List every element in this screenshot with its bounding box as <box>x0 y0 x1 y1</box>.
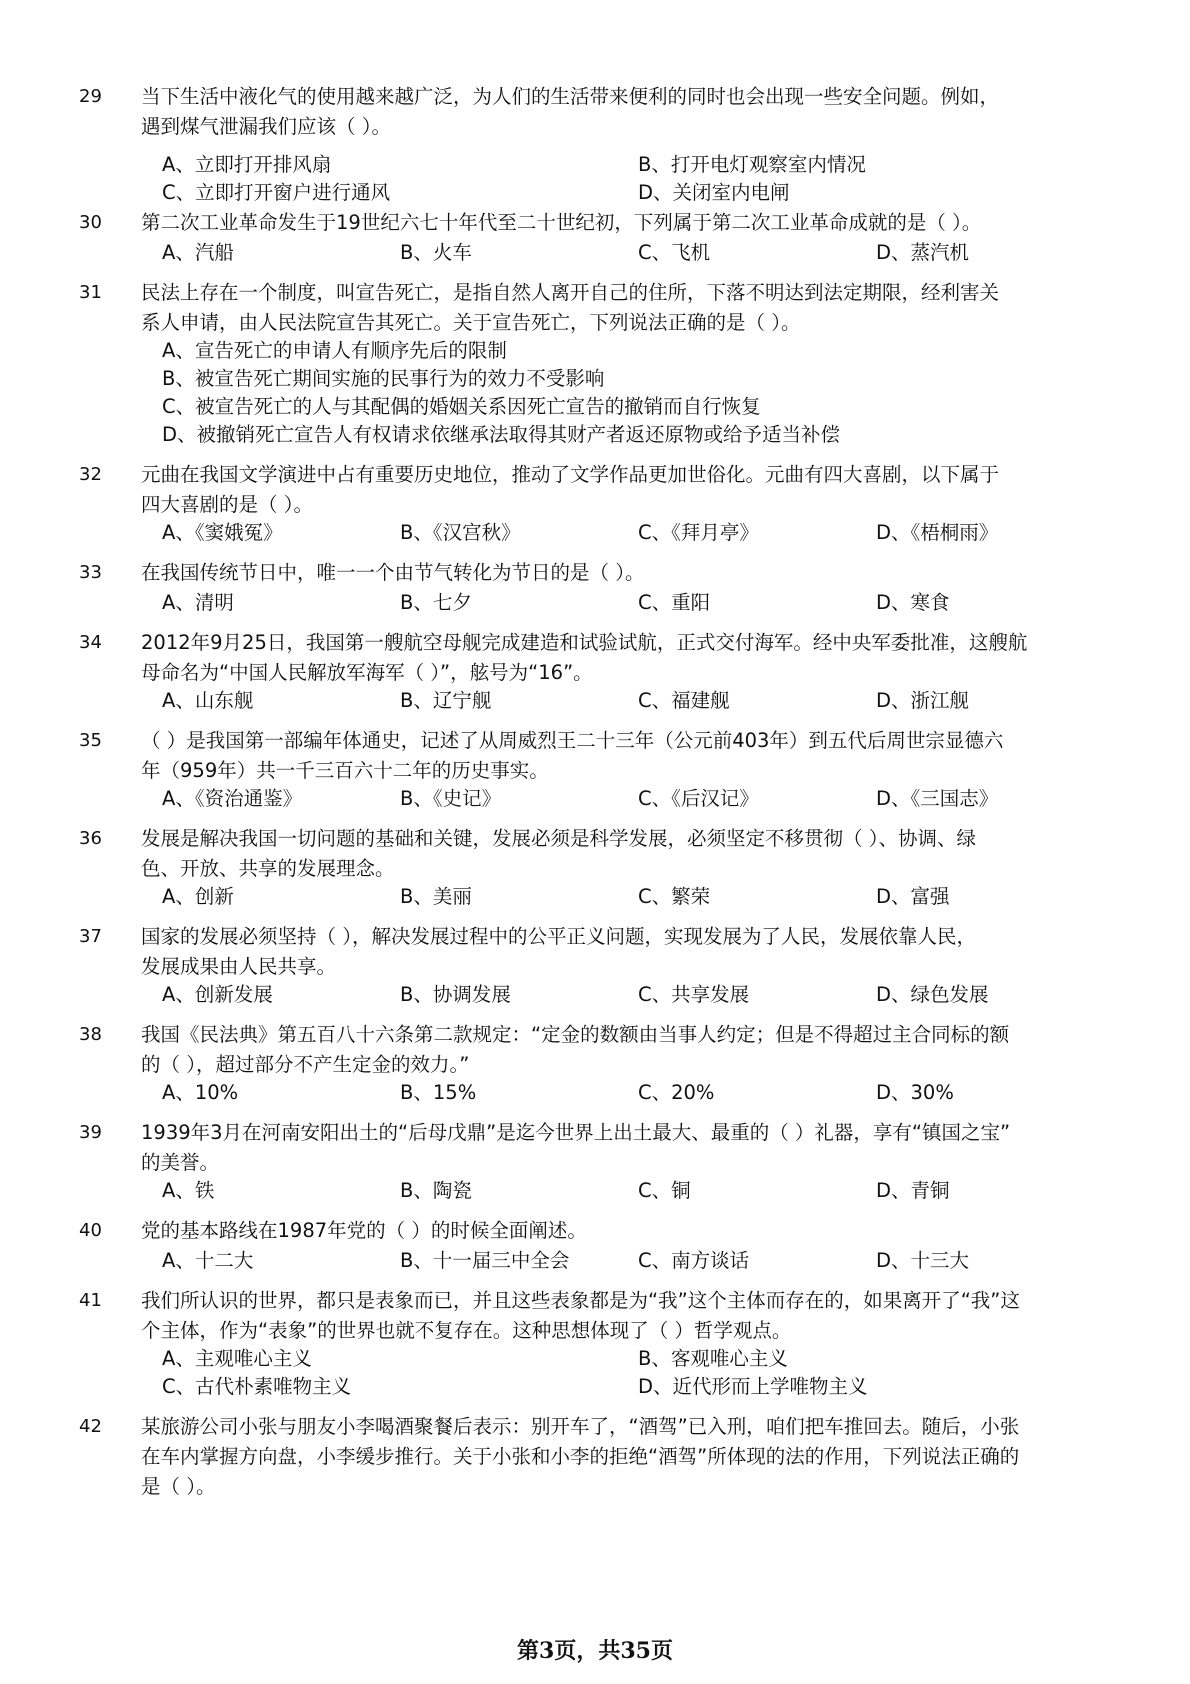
answer-option: B、被宣告死亡期间实施的民事行为的效力不受影响 <box>162 367 605 390</box>
question-text-line: 某旅游公司小张与朋友小李喝酒聚餐后表示：别开车了，“酒驾”已入刑，咱们把车推回去。随后，小张 <box>141 1415 1020 1438</box>
question-number: 31 <box>79 282 102 303</box>
question-text-line: 发展是解决我国一切问题的基础和关键，发展必须是科学发展，必须坚定不移贯彻（ ）、协调、绿 <box>141 827 976 850</box>
question-number: 41 <box>79 1290 102 1311</box>
answer-option: B、协调发展 <box>400 983 511 1006</box>
page-footer: 第3页，共35页 <box>517 1638 673 1664</box>
question-text-line: 元曲在我国文学演进中占有重要历史地位，推动了文学作品更加世俗化。元曲有四大喜剧，以下属于 <box>141 463 1000 486</box>
answer-option: A、《资治通鉴》 <box>162 787 303 810</box>
question-text-line: 个主体，作为“表象”的世界也就不复存在。这种思想体现了（ ）哲学观点。 <box>141 1319 792 1342</box>
question-text-line: 母命名为“中国人民解放军海军（ ）”，舷号为“16”。 <box>141 661 593 684</box>
answer-option: C、飞机 <box>638 241 711 264</box>
answer-option: A、10% <box>162 1081 239 1104</box>
question-text-line: （ ）是我国第一部编年体通史，记述了从周威烈王二十三年（公元前403年）到五代后周世宗显德六 <box>141 729 1004 752</box>
question-text <box>141 278 1093 338</box>
answer-option: B、客观唯心主义 <box>638 1347 788 1370</box>
answer-option: A、清明 <box>162 591 234 614</box>
answer-option: D、富强 <box>876 885 950 908</box>
question-text-line: 1939年3月在河南安阳出土的“后母戊鼎”是迄今世界上出土最大、最重的（ ）礼器，享有“镇国之宝” <box>141 1121 1011 1144</box>
question-text <box>141 1020 1093 1080</box>
answer-option: D、《三国志》 <box>876 787 999 810</box>
answer-option: B、火车 <box>400 241 472 264</box>
question-text-line: 2012年9月25日，我国第一艘航空母舰完成建造和试验试航，正式交付海军。经中央军委批准，这艘航 <box>141 631 1028 654</box>
question-number: 35 <box>79 730 102 751</box>
question-number: 30 <box>79 212 102 233</box>
question-number: 37 <box>79 926 102 947</box>
question-number: 34 <box>79 632 102 653</box>
question-text-line: 的美誉。 <box>141 1151 220 1174</box>
answer-option: A、《窦娥冤》 <box>162 521 283 544</box>
question-text <box>141 208 1093 238</box>
question-text <box>141 1412 1093 1502</box>
question-text-line: 的（ ），超过部分不产生定金的效力。” <box>141 1053 470 1076</box>
answer-option: C、福建舰 <box>638 689 730 712</box>
question-number: 40 <box>79 1220 102 1241</box>
answer-option: A、创新发展 <box>162 983 273 1006</box>
question-number: 39 <box>79 1122 102 1143</box>
answer-option: B、陶瓷 <box>400 1179 472 1202</box>
answer-option: C、繁荣 <box>638 885 711 908</box>
question-text-line: 四大喜剧的是（ ）。 <box>141 493 313 516</box>
question-text-line: 我们所认识的世界，都只是表象而已，并且这些表象都是为“我”这个主体而存在的，如果离开了“我”这 <box>141 1289 1020 1312</box>
answer-option: A、山东舰 <box>162 689 254 712</box>
answer-option: C、《拜月亭》 <box>638 521 759 544</box>
question-text-line: 党的基本路线在1987年党的（ ）的时候全面阐述。 <box>141 1219 587 1242</box>
answer-option: D、青铜 <box>876 1179 950 1202</box>
question-number: 38 <box>79 1024 102 1045</box>
question-text-line: 第二次工业革命发生于19世纪六七十年代至二十世纪初，下列属于第二次工业革命成就的是（ ）。 <box>141 211 982 234</box>
answer-option: A、宣告死亡的申请人有顺序先后的限制 <box>162 339 507 362</box>
question-text <box>141 82 1093 142</box>
answer-option: C、被宣告死亡的人与其配偶的婚姻关系因死亡宣告的撤销而自行恢复 <box>162 395 761 418</box>
question-text-line: 当下生活中液化气的使用越来越广泛，为人们的生活带来便利的同时也会出现一些安全问题。例如， <box>141 85 1000 108</box>
question-number: 36 <box>79 828 102 849</box>
answer-option: C、《后汉记》 <box>638 787 759 810</box>
question-text <box>141 922 1093 982</box>
answer-option: B、七夕 <box>400 591 472 614</box>
question-text <box>141 1216 1093 1246</box>
question-text-line: 民法上存在一个制度，叫宣告死亡，是指自然人离开自己的住所，下落不明达到法定期限，经利害关 <box>141 281 1000 304</box>
question-text <box>141 824 1093 884</box>
answer-option: A、主观唯心主义 <box>162 1347 312 1370</box>
answer-option: B、十一届三中全会 <box>400 1249 570 1272</box>
question-text-line: 色、开放、共享的发展理念。 <box>141 857 395 880</box>
answer-option: D、被撤销死亡宣告人有权请求依继承法取得其财产者返还原物或给予适当补偿 <box>162 423 841 446</box>
answer-option: C、共享发展 <box>638 983 750 1006</box>
answer-option: C、南方谈话 <box>638 1249 750 1272</box>
answer-option: D、绿色发展 <box>876 983 989 1006</box>
answer-option: C、重阳 <box>638 591 711 614</box>
question-text <box>141 558 1093 588</box>
question-text-line: 国家的发展必须坚持（ ），解决发展过程中的公平正义问题，实现发展为了人民，发展依靠人民， <box>141 925 976 948</box>
answer-option: A、铁 <box>162 1179 215 1202</box>
question-text-line: 发展成果由人民共享。 <box>141 955 337 978</box>
answer-option: B、美丽 <box>400 885 472 908</box>
answer-option: D、浙江舰 <box>876 689 970 712</box>
question-text <box>141 1118 1093 1178</box>
question-number: 32 <box>79 464 102 485</box>
answer-option: A、创新 <box>162 885 234 908</box>
answer-option: D、寒食 <box>876 591 950 614</box>
answer-option: C、20% <box>638 1081 715 1104</box>
answer-option: B、打开电灯观察室内情况 <box>638 153 866 176</box>
answer-option: A、立即打开排风扇 <box>162 153 332 176</box>
answer-option: D、十三大 <box>876 1249 970 1272</box>
answer-option: D、关闭室内电闸 <box>638 181 790 204</box>
answer-option: C、古代朴素唯物主义 <box>162 1375 352 1398</box>
question-number: 42 <box>79 1416 102 1437</box>
answer-option: C、铜 <box>638 1179 691 1202</box>
answer-option: D、《梧桐雨》 <box>876 521 999 544</box>
answer-option: B、《汉宫秋》 <box>400 521 521 544</box>
question-text-line: 系人申请，由人民法院宣告其死亡。关于宣告死亡，下列说法正确的是（ ）。 <box>141 311 801 334</box>
answer-option: B、辽宁舰 <box>400 689 492 712</box>
answer-option: D、30% <box>876 1081 954 1104</box>
question-text <box>141 726 1093 786</box>
question-number: 33 <box>79 562 102 583</box>
answer-option: A、十二大 <box>162 1249 254 1272</box>
question-text <box>141 460 1093 520</box>
answer-option: A、汽船 <box>162 241 234 264</box>
question-text-line: 我国《民法典》第五百八十六条第二款规定：“定金的数额由当事人约定；但是不得超过主合同标的额 <box>141 1023 1010 1046</box>
question-text-line: 是（ ）。 <box>141 1475 216 1498</box>
answer-option: D、近代形而上学唯物主义 <box>638 1375 868 1398</box>
answer-option: B、《史记》 <box>400 787 502 810</box>
question-text-line: 在车内掌握方向盘，小李缓步推行。关于小张和小李的拒绝“酒驾”所体现的法的作用，下列说法正确的 <box>141 1445 1020 1468</box>
question-text <box>141 1286 1093 1346</box>
question-number: 29 <box>79 86 102 107</box>
question-text-line: 年（959年）共一千三百六十二年的历史事实。 <box>141 759 549 782</box>
answer-option: D、蒸汽机 <box>876 241 970 264</box>
answer-option: C、立即打开窗户进行通风 <box>162 181 391 204</box>
question-text-line: 遇到煤气泄漏我们应该（ ）。 <box>141 115 391 138</box>
question-text <box>141 628 1093 688</box>
answer-option: B、15% <box>400 1081 477 1104</box>
question-text-line: 在我国传统节日中，唯一一个由节气转化为节日的是（ ）。 <box>141 561 645 584</box>
